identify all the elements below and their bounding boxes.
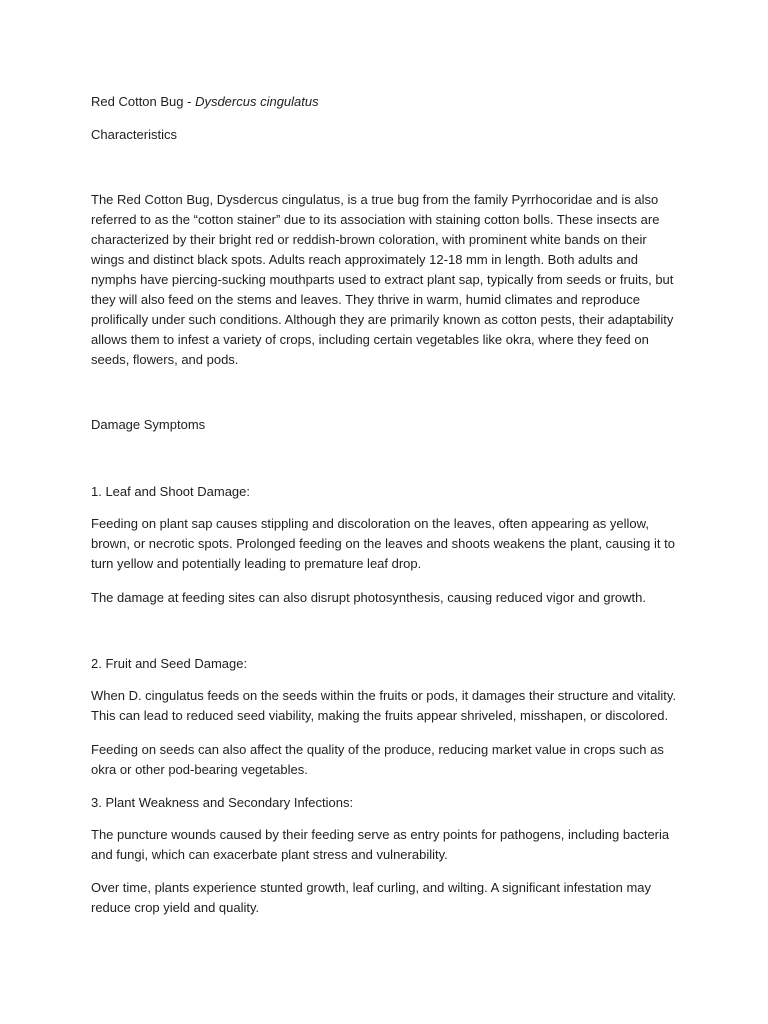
title-species-name: Dysdercus cingulatus [195,94,319,109]
characteristics-heading: Characteristics [91,127,177,142]
document-title [91,92,681,112]
title-text: Red Cotton Bug - [91,94,196,109]
characteristics-paragraph: The Red Cotton Bug, Dysdercus cingulatus, is a true bug from the family Pyrrhocoridae and is also referred to as the “cotton stainer” due to its association with staining cotton bolls. These insects are characterized by their bright red or reddish-brown coloration, with prominent white bands on their wings and distinct black spots. Adults reach approximately 12-18 mm in length. Both adults and nymphs have piercing-sucking mouthparts used to extract plant sap, typically from seeds or fruits, but they will also feed on the stems and leaves. They thrive in warm, humid climates and reproduce prolifically under such conditions. Although they are primarily known as cotton pests, their adaptability allows them to infest a variety of crops, including certain vegetables like okra, where they feed on seeds, flowers, and pods. [91,192,674,367]
section-plant-weakness-paragraph-2: Over time, plants experience stunted growth, leaf curling, and wilting. A significant infestation may reduce crop yield and quality. [91,880,652,915]
damage-symptoms-heading: Damage Symptoms [91,417,206,432]
section-leaf-shoot-paragraph-2: The damage at feeding sites can also disrupt photosynthesis, causing reduced vigor and growth. [91,590,647,605]
section-leaf-shoot-heading: 1. Leaf and Shoot Damage: [91,484,251,499]
section-plant-weakness-heading: 3. Plant Weakness and Secondary Infections: [91,795,354,810]
section-plant-weakness-paragraph-1: The puncture wounds caused by their feeding serve as entry points for pathogens, including bacteria and fungi, which can exacerbate plant stress and vulnerability. [91,827,670,862]
section-fruit-seed-paragraph-1: When D. cingulatus feeds on the seeds within the fruits or pods, it damages their structure and vitality. This can lead to reduced seed viability, making the fruits appear shriveled, misshapen, or discolored. [91,688,677,723]
section-fruit-seed-heading: 2. Fruit and Seed Damage: [91,656,248,671]
section-fruit-seed-paragraph-2: Feeding on seeds can also affect the quality of the produce, reducing market value in crops such as okra or other pod-bearing vegetables. [91,742,664,777]
section-leaf-shoot-paragraph-1: Feeding on plant sap causes stippling and discoloration on the leaves, often appearing as yellow, brown, or necrotic spots. Prolonged feeding on the leaves and shoots weakens the plant, causing it to turn yellow and potentially leading to premature leaf drop. [91,516,675,571]
